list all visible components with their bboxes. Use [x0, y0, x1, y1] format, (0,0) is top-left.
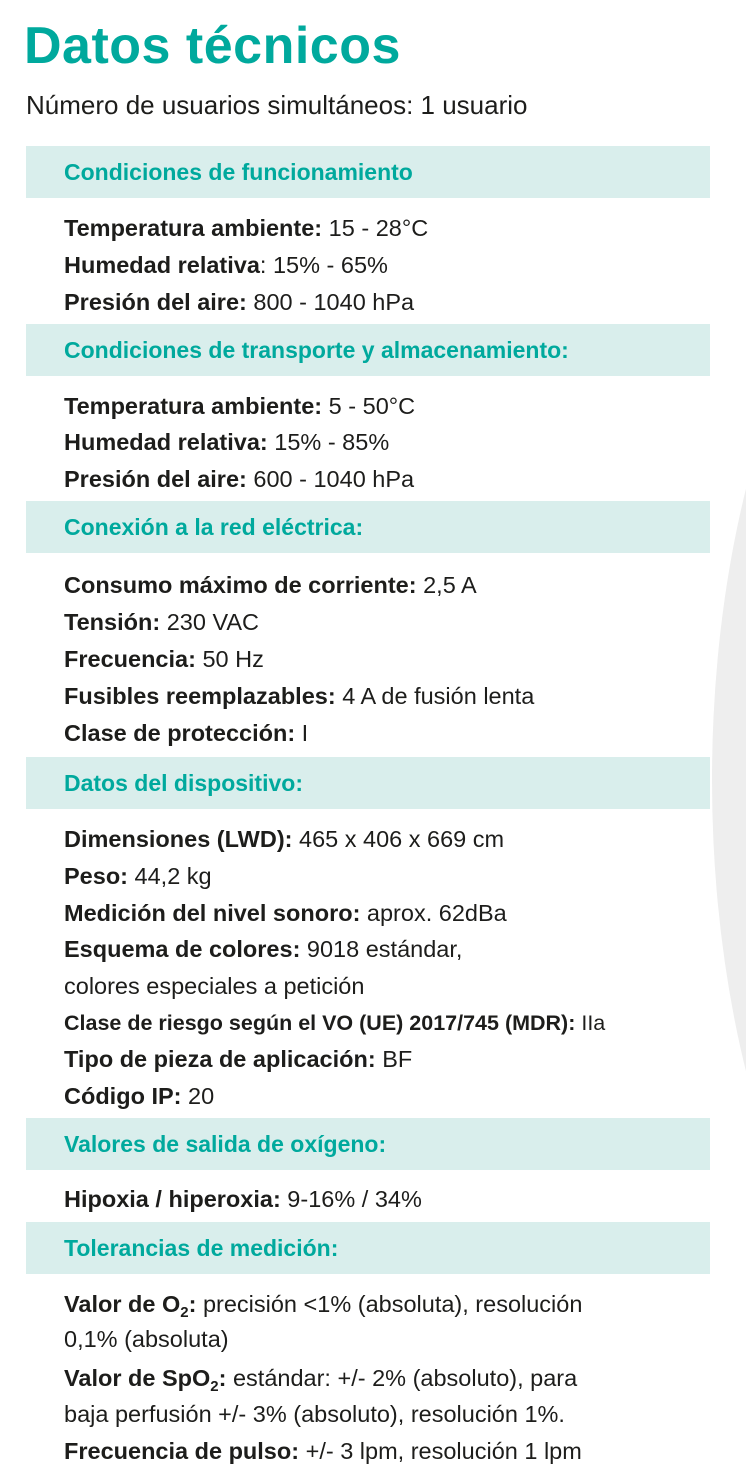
spec-label: Humedad relativa:	[64, 429, 268, 455]
spec-row	[64, 858, 212, 894]
section-heading-device: Datos del dispositivo:	[26, 757, 710, 809]
spec-row	[64, 284, 414, 320]
spec-value: +/- 3 lpm, resolución 1 lpm	[299, 1438, 582, 1464]
spec-value: 9018 estándar,	[300, 936, 463, 962]
spec-row	[64, 247, 388, 283]
o2-label-colon: :	[188, 1291, 197, 1317]
spec-value: aprox. 62dBa	[360, 900, 507, 926]
spec-row	[64, 821, 504, 857]
page-title: Datos técnicos	[24, 17, 401, 75]
spec-label: Medición del nivel sonoro:	[64, 900, 361, 926]
spec-value: 465 x 406 x 669 cm	[292, 826, 505, 852]
spec-label: Temperatura ambiente:	[64, 393, 323, 419]
spec-label: Hipoxia / hiperoxia:	[64, 1186, 281, 1212]
spec-value: 50 Hz	[195, 646, 264, 672]
spec-value: precisión <1% (absoluta), resolución	[196, 1291, 583, 1317]
spec-row	[64, 1078, 214, 1114]
spec-label: Humedad relativa	[64, 252, 260, 278]
spec-value: colores especiales a petición	[64, 973, 365, 999]
spec-label: Código IP:	[64, 1083, 182, 1109]
spec-row	[64, 210, 428, 246]
spec-row	[64, 461, 414, 497]
spec-label: Temperatura ambiente:	[64, 215, 323, 241]
spec-row	[64, 895, 507, 931]
spec-value: 5 - 50°C	[322, 393, 416, 419]
spec-value: 230 VAC	[160, 609, 260, 635]
spec-row	[64, 1433, 582, 1469]
spec-row-continuation	[64, 968, 364, 1004]
spo2-label-colon: :	[218, 1365, 227, 1391]
section-heading-transport: Condiciones de transporte y almacenamiento:	[26, 324, 710, 376]
spec-row	[64, 678, 534, 714]
spec-value: 4 A de fusión lenta	[335, 683, 535, 709]
spec-value: 2,5 A	[416, 572, 477, 598]
spec-value: 15 - 28°C	[322, 215, 429, 241]
spec-value: 800 - 1040 hPa	[246, 289, 415, 315]
spec-label: Frecuencia de pulso:	[64, 1438, 300, 1464]
spec-label: Tensión:	[64, 609, 161, 635]
spec-label: Presión del aire:	[64, 289, 247, 315]
spec-row	[64, 931, 462, 967]
spec-value: 20	[181, 1083, 215, 1109]
spec-value: BF	[375, 1046, 413, 1072]
spec-row	[64, 1286, 582, 1322]
spec-label	[64, 1291, 197, 1321]
spec-label: Consumo máximo de corriente:	[64, 572, 417, 598]
spec-value: 9-16% / 34%	[280, 1186, 422, 1212]
o2-label-text: Valor de O	[64, 1291, 181, 1317]
spec-label: Clase de riesgo según el VO (UE) 2017/745 (MDR):	[64, 1011, 576, 1035]
spec-row-continuation: 0,1% (absoluta)	[64, 1326, 229, 1352]
spec-row-continuation: baja perfusión +/- 3% (absoluto), resolución 1%.	[64, 1401, 565, 1427]
spec-label: Esquema de colores:	[64, 936, 301, 962]
spec-row	[64, 604, 259, 640]
spec-value: 600 - 1040 hPa	[246, 466, 415, 492]
spec-row	[64, 1005, 605, 1041]
spec-row	[64, 1041, 412, 1077]
spec-value: : 15% - 65%	[259, 252, 388, 278]
spec-value: estándar: +/- 2% (absoluto), para	[226, 1365, 578, 1391]
spec-value: 44,2 kg	[128, 863, 212, 889]
spec-label: Tipo de pieza de aplicación:	[64, 1046, 376, 1072]
spec-row	[64, 388, 415, 424]
spec-label: Clase de protección:	[64, 720, 296, 746]
spec-row	[64, 641, 264, 677]
spec-row	[64, 567, 477, 603]
section-heading-operating: Condiciones de funcionamiento	[26, 146, 710, 198]
spec-value: 15% - 85%	[267, 429, 390, 455]
section-heading-tolerances: Tolerancias de medición:	[26, 1222, 710, 1274]
spec-value: I	[295, 720, 309, 746]
section-heading-oxygen: Valores de salida de oxígeno:	[26, 1118, 710, 1170]
spec-row	[64, 1360, 577, 1396]
spec-label: Presión del aire:	[64, 466, 247, 492]
section-heading-power: Conexión a la red eléctrica:	[26, 501, 710, 553]
simultaneous-users-text: Número de usuarios simultáneos: 1 usuario	[26, 90, 528, 120]
spec-row	[64, 1181, 422, 1217]
o2-subscript: 2	[180, 1304, 189, 1321]
spo2-label-text: Valor de SpO	[64, 1365, 211, 1391]
spec-label: Peso:	[64, 863, 128, 889]
spo2-subscript: 2	[210, 1378, 219, 1395]
spec-label: Fusibles reemplazables:	[64, 683, 336, 709]
spec-label	[64, 1365, 227, 1395]
spec-row	[64, 424, 389, 460]
spec-value: IIa	[575, 1011, 606, 1035]
spec-label: Frecuencia:	[64, 646, 196, 672]
spec-label: Dimensiones (LWD):	[64, 826, 293, 852]
spec-row	[64, 715, 308, 751]
